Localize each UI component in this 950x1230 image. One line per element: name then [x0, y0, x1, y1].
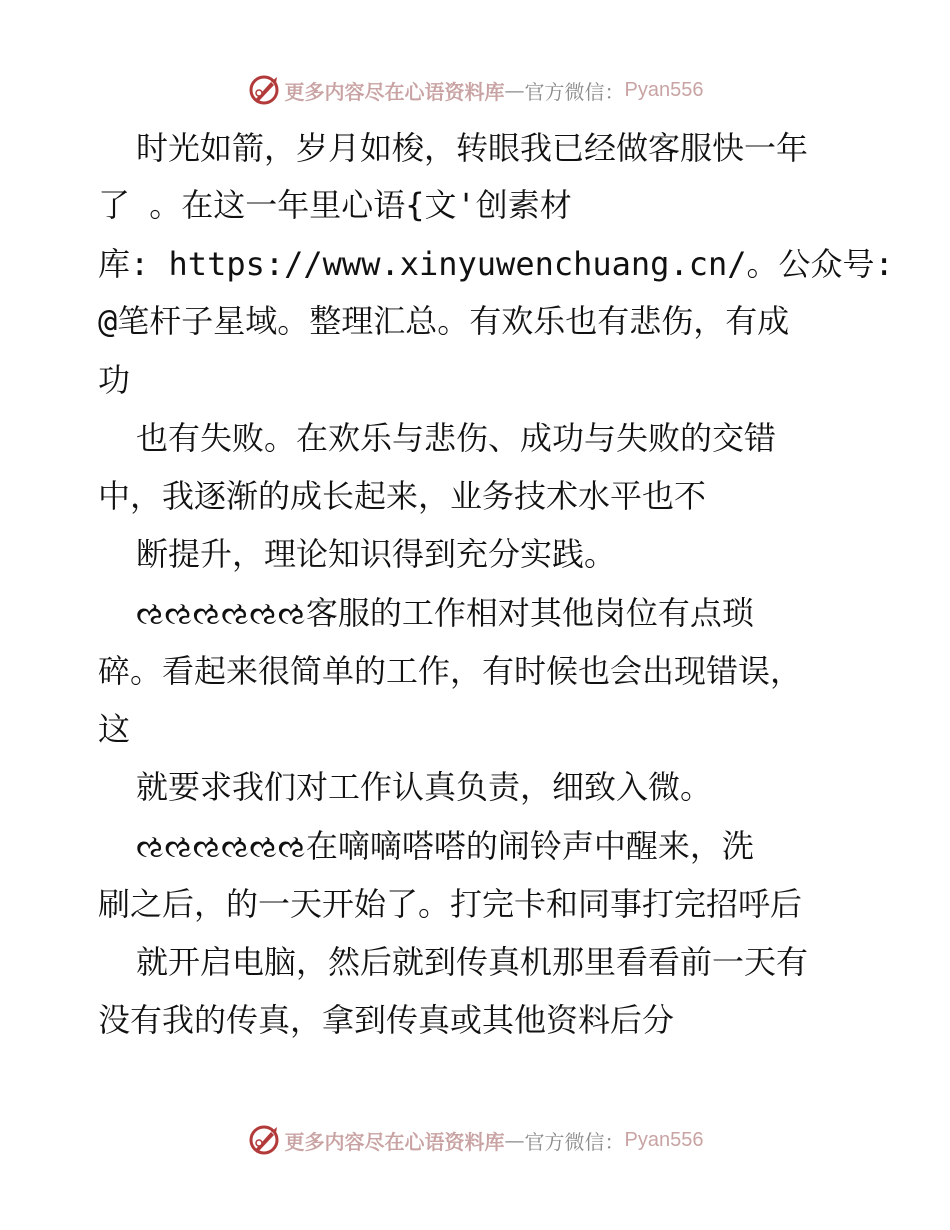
ornament-glyphs: ઌઌઌઌઌઌ [136, 594, 306, 632]
text-line [136, 826, 754, 866]
text-segment: 在嘀嘀嗒嗒的闹铃声中醒来，洗 [305, 827, 754, 865]
text-line: 功 [98, 361, 131, 399]
text-line: 也有失败。在欢乐与悲伤、成功与失败的交错 [136, 419, 777, 457]
banner-title: 更多内容尽在心语资料库 [284, 1129, 505, 1154]
banner-title: 更多内容尽在心语资料库 [284, 79, 505, 104]
text-segment: 客服的工作相对其他岗位有点琐 [305, 594, 754, 632]
banner-wechat-id: Pyan556 [624, 78, 704, 101]
banner-wechat-label: 官方微信： [524, 79, 625, 104]
text-line: 就要求我们对工作认真负责，细致入微。 [136, 768, 713, 806]
text-line: 没有我的传真，拿到传真或其他资料后分 [98, 1001, 675, 1039]
banner-wechat-label: 官方微信： [524, 1129, 625, 1154]
text-line: 了 。在这一年里心语{文'创素材 [98, 186, 572, 224]
text-line: 碎。看起来很简单的工作，有时候也会出现错误， [98, 652, 803, 690]
text-line: 中，我逐渐的成长起来，业务技术水平也不 [98, 477, 707, 515]
banner-dash: — [504, 78, 525, 102]
header-banner [0, 70, 950, 110]
text-line: 这 [98, 710, 131, 748]
text-line: 刷之后，的一天开始了。打完卡和同事打完招呼后 [98, 885, 803, 923]
text-line: 库: https://www.xinyuwenchuang.cn/。公众号: [98, 245, 894, 283]
ornament-glyphs: ઌઌઌઌઌઌ [136, 827, 306, 865]
quill-logo-icon [247, 73, 281, 107]
quill-logo-icon [247, 1123, 281, 1157]
banner-dash: — [504, 1128, 525, 1152]
footer-banner [0, 1120, 950, 1160]
text-line: 断提升，理论知识得到充分实践。 [136, 535, 617, 573]
banner-wechat-id: Pyan556 [624, 1128, 704, 1151]
text-line: 时光如箭，岁月如梭，转眼我已经做客服快一年 [136, 129, 809, 167]
text-line [136, 593, 754, 633]
text-line: @笔杆子星域。整理汇总。有欢乐也有悲伤，有成 [98, 302, 790, 340]
text-line: 就开启电脑，然后就到传真机那里看看前一天有 [136, 943, 809, 981]
